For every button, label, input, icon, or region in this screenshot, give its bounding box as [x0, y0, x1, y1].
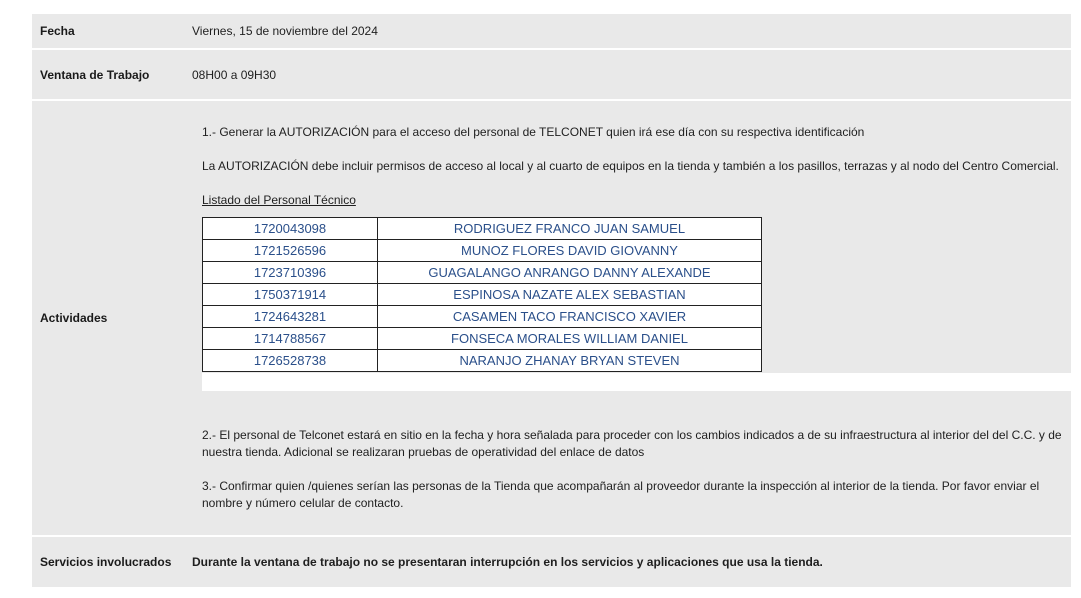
fecha-label: Fecha	[32, 14, 182, 48]
activity-item-3: 3.- Confirmar quien /quienes serían las personas de la Tienda que acompañarán al proveedor durante la inspección al interior de la tienda. Por favor enviar el nombre y número celular de contacto.	[202, 479, 1040, 510]
row-actividades	[32, 101, 1071, 535]
servicios-label: Servicios involucrados	[32, 537, 182, 587]
actividades-content	[182, 101, 1071, 535]
ventana-label: Ventana de Trabajo	[32, 50, 182, 99]
table-row	[203, 350, 762, 372]
staff-id: 1720043098	[203, 218, 378, 240]
activity-item-2: 2.- El personal de Telconet estará en sitio en la fecha y hora señalada para proceder con los cambios indicados a de su infraestructura al interior del del C.C. y de nuestra tienda. Adicional se realizaran pruebas de operatividad del enlace de datos	[202, 428, 1062, 459]
table-row	[203, 284, 762, 306]
activity-item-1-detail: La AUTORIZACIÓN debe incluir permisos de acceso al local y al cuarto de equipos en la tienda y también a los pasillos, terrazas y al nodo del Centro Comercial.	[202, 159, 1059, 173]
fecha-value: Viernes, 15 de noviembre del 2024	[182, 14, 1071, 48]
staff-id: 1714788567	[203, 328, 378, 350]
staff-name: GUAGALANGO ANRANGO DANNY ALEXANDE	[378, 262, 762, 284]
staff-list-title: Listado del Personal Técnico	[202, 193, 356, 207]
staff-name: NARANJO ZHANAY BRYAN STEVEN	[378, 350, 762, 372]
staff-id: 1726528738	[203, 350, 378, 372]
table-row	[203, 240, 762, 262]
row-ventana	[32, 50, 1071, 99]
blank-bar	[202, 373, 1081, 391]
staff-id: 1750371914	[203, 284, 378, 306]
staff-id: 1724643281	[203, 306, 378, 328]
actividades-label: Actividades	[32, 101, 182, 535]
ventana-value: 08H00 a 09H30	[182, 50, 1071, 99]
table-row	[203, 262, 762, 284]
table-row	[203, 218, 762, 240]
staff-table	[202, 217, 762, 372]
staff-id: 1721526596	[203, 240, 378, 262]
row-fecha	[32, 14, 1071, 48]
staff-name: RODRIGUEZ FRANCO JUAN SAMUEL	[378, 218, 762, 240]
work-window-table	[32, 12, 1071, 589]
table-row	[203, 328, 762, 350]
document-table-wrapper	[32, 12, 1071, 589]
staff-name: ESPINOSA NAZATE ALEX SEBASTIAN	[378, 284, 762, 306]
staff-name: CASAMEN TACO FRANCISCO XAVIER	[378, 306, 762, 328]
staff-name: MUNOZ FLORES DAVID GIOVANNY	[378, 240, 762, 262]
staff-id: 1723710396	[203, 262, 378, 284]
table-row	[203, 306, 762, 328]
staff-name: FONSECA MORALES WILLIAM DANIEL	[378, 328, 762, 350]
servicios-value: Durante la ventana de trabajo no se presentaran interrupción en los servicios y aplicaciones que usa la tienda.	[182, 537, 1071, 587]
row-servicios	[32, 537, 1071, 587]
activity-item-1: 1.- Generar la AUTORIZACIÓN para el acceso del personal de TELCONET quien irá ese día con su respectiva identificación	[202, 125, 865, 139]
